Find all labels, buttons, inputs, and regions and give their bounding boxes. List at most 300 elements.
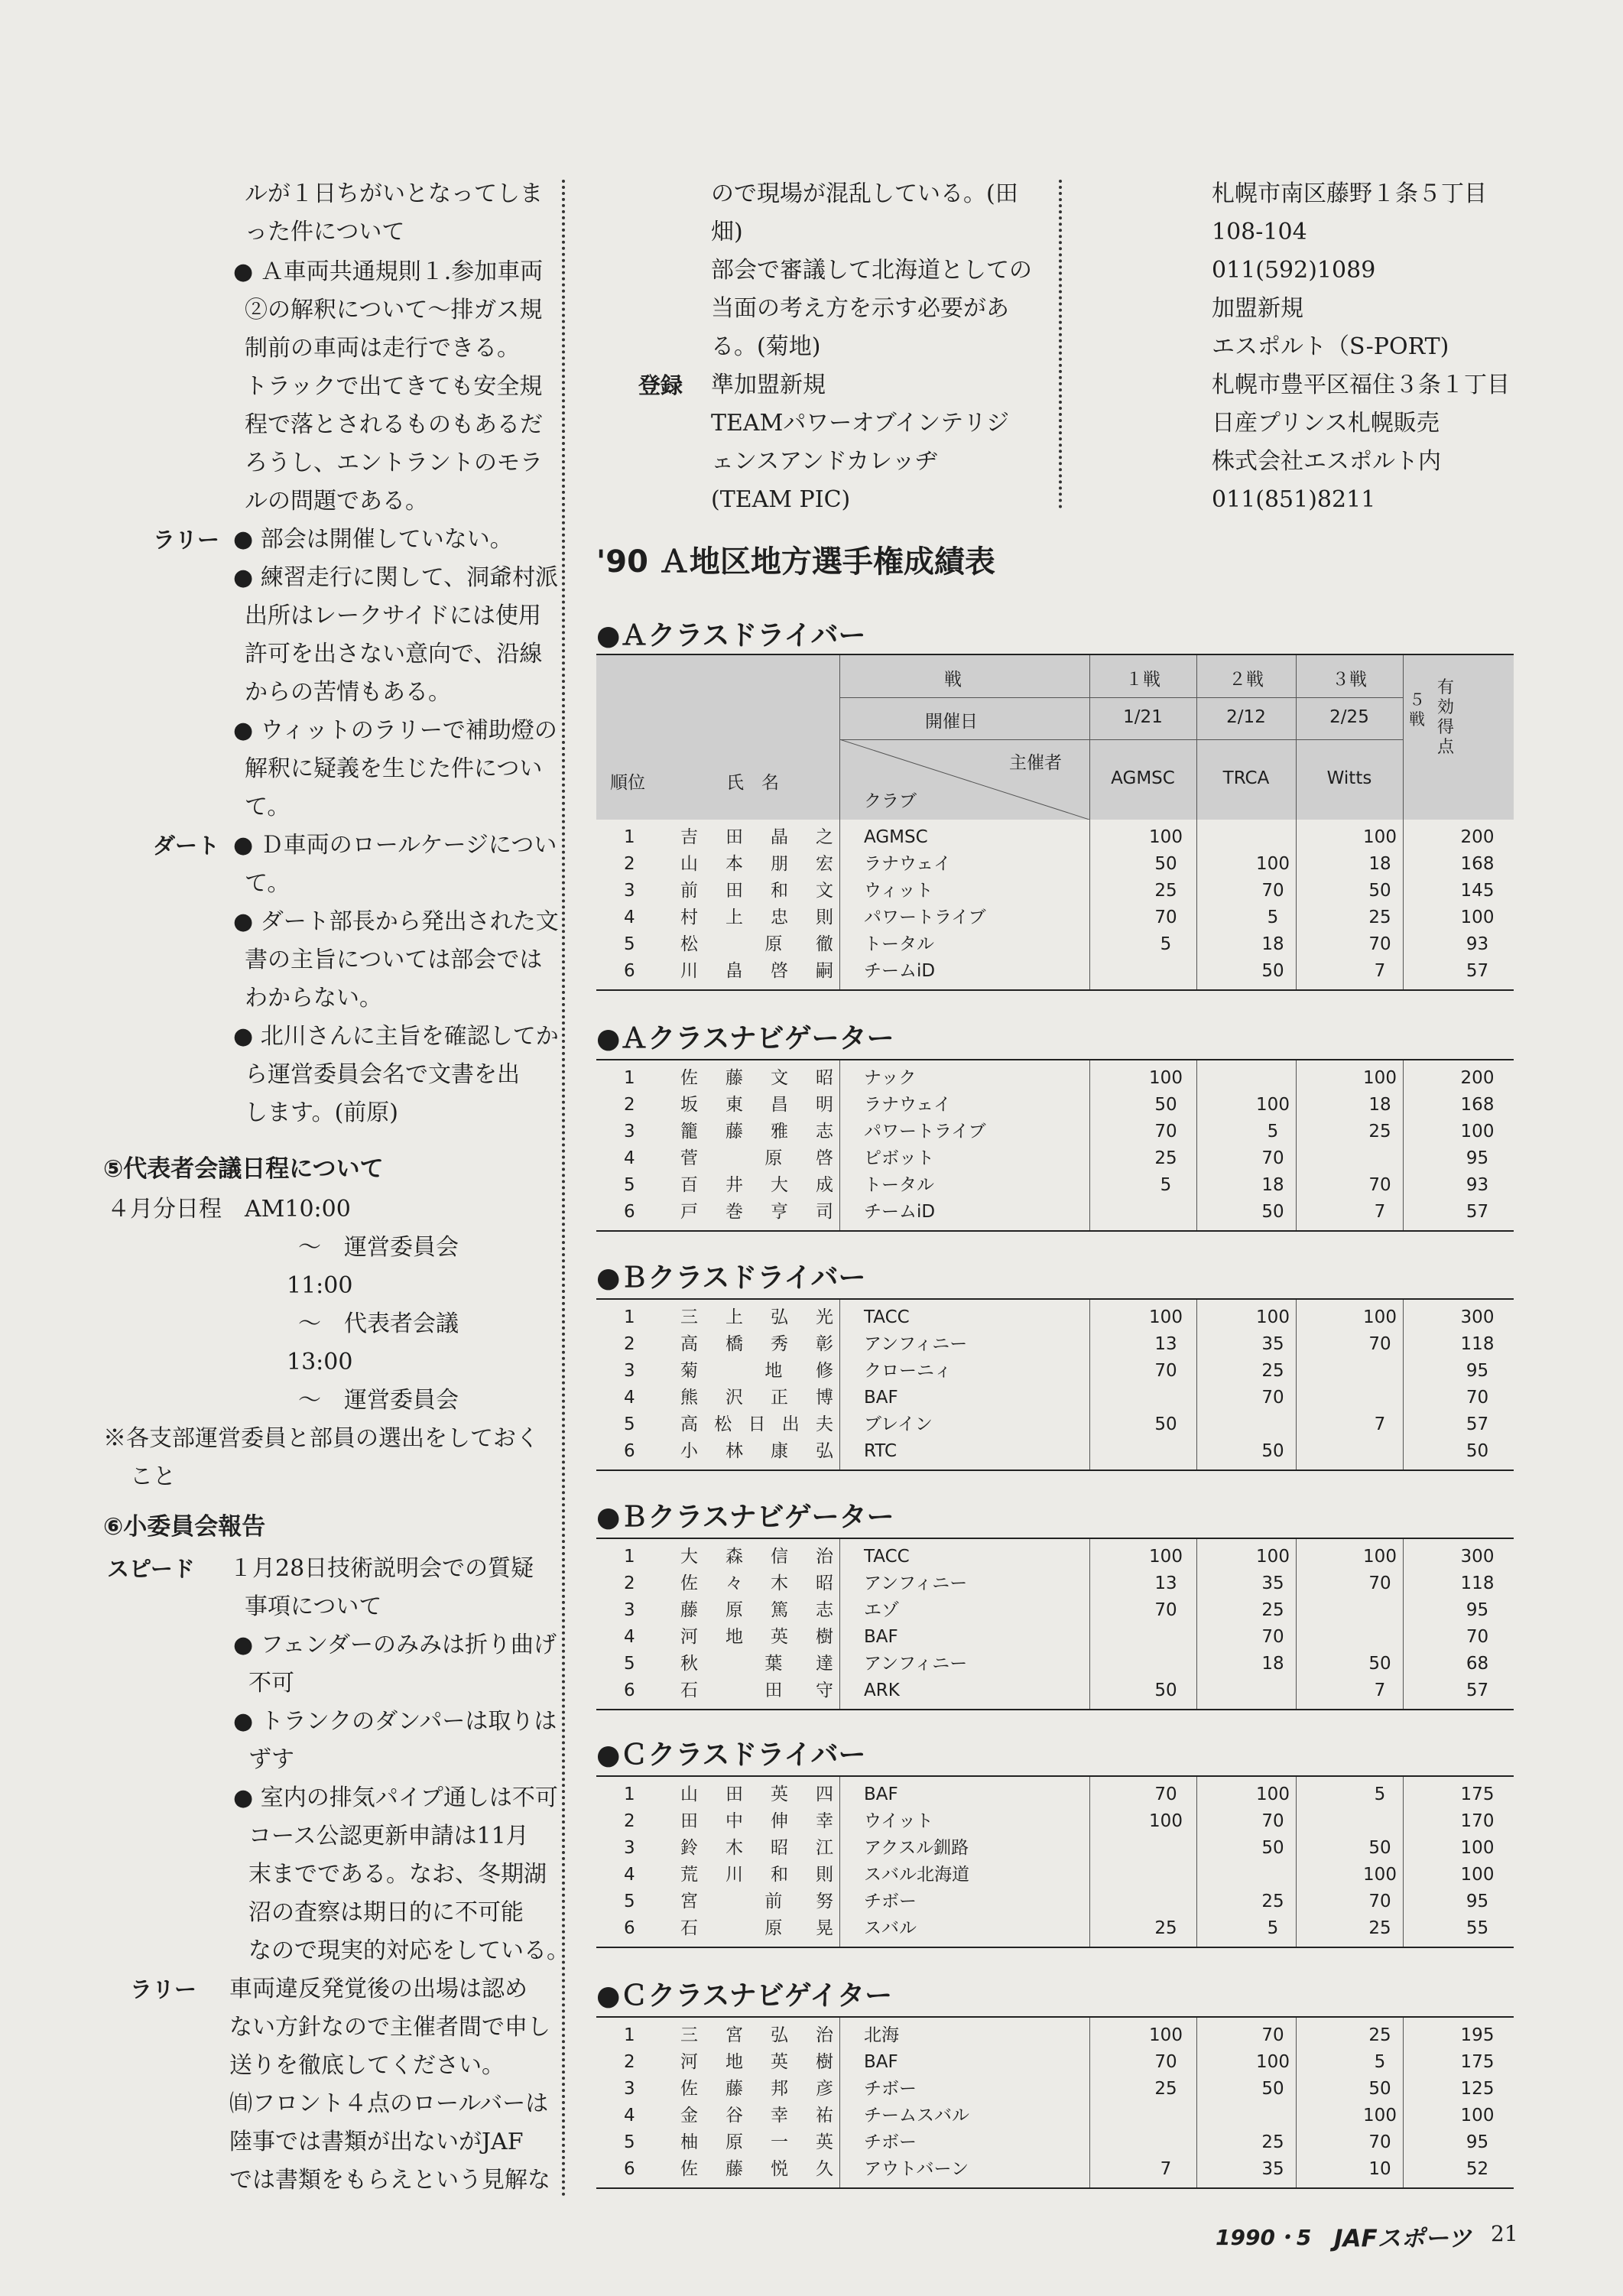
cell-club: パワートライブ	[864, 908, 986, 927]
cell-r1: 5	[1160, 1175, 1172, 1195]
cell-total: 70	[1466, 1627, 1489, 1647]
cell-r1: 7	[1160, 2159, 1172, 2179]
text-line: ● Ｄ車両のロールケージについ	[233, 832, 557, 859]
text-line: ４月分日程 AM10:00	[107, 1196, 351, 1223]
text-line: ※各支部運営委員と部員の選出をしておく	[103, 1425, 539, 1452]
cell-club: チームiD	[864, 961, 936, 981]
header-club: クラブ	[864, 791, 917, 811]
text-line: ● ダート部長から発出された文	[233, 908, 559, 935]
cell-r2: 35	[1261, 2159, 1284, 2179]
cell-rank: 2	[624, 1811, 635, 1831]
cell-r2: 100	[1256, 1095, 1290, 1115]
cell-r3: 18	[1368, 854, 1391, 874]
issue-date: 1990・5	[1216, 2225, 1312, 2250]
cell-r1: 70	[1154, 1600, 1177, 1620]
text-line: 011(851)8211	[1212, 486, 1376, 513]
cell-total: 118	[1460, 1334, 1495, 1354]
cell-r2: 5	[1267, 1918, 1279, 1938]
cell-r3: 5	[1374, 1785, 1386, 1804]
table-header	[596, 654, 1514, 820]
cell-name: 高 橋 秀 彰	[680, 1334, 833, 1354]
text-line: 108-104	[1212, 219, 1307, 245]
header-effective-points: 有効得点	[1437, 678, 1455, 757]
table-row	[596, 824, 1514, 851]
cell-r1: 50	[1154, 854, 1177, 874]
cell-total: 55	[1466, 1918, 1489, 1938]
cell-club: ラナウェイ	[864, 854, 952, 874]
table-row	[596, 878, 1514, 904]
text-line: ● 北川さんに主旨を確認してか	[233, 1023, 559, 1050]
cell-rank: 5	[624, 1175, 635, 1195]
cell-total: 100	[1460, 2106, 1495, 2126]
text-line: った件について	[245, 219, 405, 245]
results-table	[596, 1538, 1514, 1710]
text-line: ルが１日ちがいとなってしま	[245, 180, 543, 207]
table-row	[596, 1411, 1514, 1438]
cell-club: チボー	[864, 2079, 917, 2099]
table-row	[596, 851, 1514, 878]
section-title: ●Ｂクラスナビゲーター	[596, 1502, 894, 1533]
text-line: 解釈に疑義を生じた件につい	[245, 755, 543, 782]
cell-club: TACC	[864, 1547, 910, 1567]
cell-r3: 25	[1368, 1122, 1391, 1142]
text-line: 車両違反発覚後の出場は認め	[229, 1976, 527, 2002]
cell-rank: 6	[624, 1918, 635, 1938]
header-round3: ３戦	[1332, 670, 1367, 690]
text-line: て。	[245, 870, 291, 897]
cell-rank: 5	[624, 2132, 635, 2152]
cell-r2: 50	[1261, 2079, 1284, 2099]
cell-r2: 35	[1261, 1334, 1284, 1354]
cell-rank: 1	[624, 1068, 635, 1088]
cell-name: 菅 原 啓	[680, 1148, 833, 1168]
text-line: では書類をもらえという見解な	[229, 2167, 550, 2194]
cell-r1: 100	[1149, 1068, 1183, 1088]
table-row	[596, 1597, 1514, 1624]
text-line: ②の解釈について～排ガス規	[245, 297, 543, 323]
cell-name: 籠 藤 雅 志	[680, 1122, 833, 1142]
cell-r3: 70	[1368, 1573, 1391, 1593]
text-line: 許可を出さない意向で、沿線	[245, 641, 543, 667]
section-title: ●Ａクラスドライバー	[596, 620, 866, 651]
cell-name: 三 上 弘 光	[680, 1307, 833, 1327]
registration-label: 登録	[638, 372, 683, 398]
text-line: 畑)	[711, 219, 743, 245]
cell-club: スバル北海道	[864, 1865, 969, 1885]
text-line: 13:00	[287, 1349, 353, 1375]
cell-rank: 5	[624, 1654, 635, 1674]
cell-r1: 13	[1154, 1573, 1177, 1593]
table-row	[596, 2129, 1514, 2156]
header-name: 氏 名	[726, 773, 779, 793]
cell-total: 100	[1460, 908, 1495, 927]
cell-name: 大 森 信 治	[680, 1547, 833, 1567]
cell-total: 168	[1460, 1095, 1495, 1115]
cell-r3: 7	[1374, 1202, 1386, 1222]
text-line: る。(菊地)	[711, 333, 821, 360]
rally-label: ラリー	[153, 527, 220, 553]
table-row	[596, 1624, 1514, 1651]
table-row	[596, 1385, 1514, 1411]
cell-r2: 70	[1261, 1148, 1284, 1168]
cell-name: 村 上 忠 則	[680, 908, 833, 927]
cell-name: 吉 田 晶 之	[680, 827, 833, 847]
text-line: エスポルト（S-PORT)	[1212, 333, 1449, 360]
cell-total: 118	[1460, 1573, 1495, 1593]
results-title: '90 Ａ地区地方選手権成績表	[596, 544, 995, 580]
cell-rank: 1	[624, 1547, 635, 1567]
cell-r1: 100	[1149, 2025, 1183, 2045]
cell-total: 57	[1466, 1681, 1489, 1700]
text-line: (TEAM PIC)	[711, 486, 851, 513]
cell-club: チームiD	[864, 1202, 936, 1222]
header-date: 開催日	[925, 712, 978, 732]
results-table	[596, 1298, 1514, 1471]
cell-rank: 2	[624, 854, 635, 874]
section-title: ●Ａクラスナビゲーター	[596, 1023, 894, 1054]
cell-r3: 7	[1374, 1414, 1386, 1434]
cell-total: 145	[1460, 881, 1495, 901]
cell-rank: 4	[624, 908, 635, 927]
cell-r3: 7	[1374, 1681, 1386, 1700]
cell-r1: 25	[1154, 1148, 1177, 1168]
table-row	[596, 1808, 1514, 1835]
cell-total: 93	[1466, 934, 1489, 954]
cell-rank: 1	[624, 827, 635, 847]
cell-club: チボー	[864, 2132, 917, 2152]
cell-r3: 100	[1363, 1865, 1397, 1885]
cell-r3: 10	[1368, 2159, 1391, 2179]
cell-r3: 70	[1368, 934, 1391, 954]
cell-rank: 4	[624, 1865, 635, 1885]
cell-club: トータル	[864, 1175, 934, 1195]
cell-r2: 18	[1261, 1175, 1284, 1195]
cell-rank: 4	[624, 1148, 635, 1168]
cell-club: アンフィニー	[864, 1573, 968, 1593]
cell-name: 石 原 晃	[680, 1918, 833, 1938]
cell-total: 195	[1460, 2025, 1495, 2045]
cell-total: 95	[1466, 1892, 1489, 1911]
cell-rank: 2	[624, 2052, 635, 2072]
cell-r3: 100	[1363, 1068, 1397, 1088]
magazine-logo: JAFスポーツ	[1334, 2225, 1472, 2252]
cell-total: 175	[1460, 2052, 1495, 2072]
cell-r2: 18	[1261, 934, 1284, 954]
speed-label: スピード	[107, 1556, 195, 1582]
table-row	[596, 1304, 1514, 1331]
header-organizer: 主催者	[1009, 753, 1062, 773]
cell-club: アクスル釧路	[864, 1838, 969, 1858]
cell-r2: 70	[1261, 881, 1284, 901]
cell-r2: 25	[1261, 1361, 1284, 1381]
cell-club: エゾ	[864, 1600, 899, 1620]
cell-r2: 5	[1267, 908, 1279, 927]
cell-name: 宮 前 努	[680, 1892, 833, 1911]
cell-r3: 70	[1368, 1175, 1391, 1195]
text-line: ● 練習走行に関して、洞爺村派	[233, 564, 559, 591]
cell-r3: 70	[1368, 2132, 1391, 2152]
cell-r3: 100	[1363, 1307, 1397, 1327]
cell-name: 小 林 康 弘	[680, 1441, 833, 1461]
text-line: 部会で審議して北海道としての	[711, 257, 1032, 284]
cell-name: 藤 原 篤 志	[680, 1600, 833, 1620]
cell-club: アウトバーン	[864, 2159, 969, 2179]
table-row	[596, 2076, 1514, 2103]
text-line: 程で落とされるものもあるだ	[245, 411, 543, 438]
cell-r3: 18	[1368, 1095, 1391, 1115]
results-table	[596, 820, 1514, 991]
table-row	[596, 1199, 1514, 1226]
text-line: コース公認更新申請は11月	[248, 1823, 529, 1849]
text-line: 陸事では書類が出ないがJAF	[229, 2129, 524, 2155]
text-line: 〜 代表者会議	[298, 1310, 459, 1337]
cell-r1: 5	[1160, 934, 1172, 954]
text-line: ェンスアンドカレッヂ	[711, 448, 938, 475]
header-date3: 2/25	[1329, 707, 1369, 727]
cell-r3: 7	[1374, 961, 1386, 981]
cell-rank: 3	[624, 2079, 635, 2099]
cell-club: ウィット	[864, 881, 933, 901]
text-line: ● 室内の排気パイプ通しは不可	[233, 1785, 558, 1811]
cell-r2: 25	[1261, 1892, 1284, 1911]
cell-club: ラナウェイ	[864, 1095, 952, 1115]
header-rank: 順位	[610, 773, 645, 793]
cell-club: ピボット	[864, 1148, 934, 1168]
header-org2: TRCA	[1222, 768, 1270, 788]
cell-name: 佐 々 木 昭	[680, 1573, 833, 1593]
cell-r3: 70	[1368, 1892, 1391, 1911]
text-line: ずす	[248, 1746, 294, 1773]
cell-r3: 50	[1368, 1838, 1391, 1858]
cell-rank: 5	[624, 934, 635, 954]
cell-total: 170	[1460, 1811, 1495, 1831]
table-row	[596, 2049, 1514, 2076]
dirt-label: ダート	[153, 833, 220, 859]
text-line: トラックで出てきても安全規	[245, 373, 543, 400]
text-line: ● Ａ車両共通規則１.参加車両	[233, 258, 544, 285]
cell-club: BAF	[864, 2052, 898, 2072]
cell-r2: 100	[1256, 2052, 1290, 2072]
cell-name: 前 田 和 文	[680, 881, 833, 901]
text-line: からの苦情もある。	[245, 679, 451, 706]
text-line: １月28日技術説明会での質疑	[229, 1555, 534, 1582]
cell-club: アンフィニー	[864, 1334, 968, 1354]
text-line: 〜 運営委員会	[298, 1234, 459, 1261]
cell-total: 57	[1466, 961, 1489, 981]
cell-r3: 70	[1368, 1334, 1391, 1354]
cell-rank: 4	[624, 1388, 635, 1408]
cell-r1: 100	[1149, 1307, 1183, 1327]
text-line: て。	[245, 794, 291, 820]
text-line: 事項について	[245, 1593, 382, 1620]
cell-total: 200	[1460, 827, 1495, 847]
table-row	[596, 1570, 1514, 1597]
cell-club: RTC	[864, 1441, 898, 1461]
table-row	[596, 1651, 1514, 1677]
cell-rank: 2	[624, 1573, 635, 1593]
cell-r1: 70	[1154, 1785, 1177, 1804]
table-row	[596, 1145, 1514, 1172]
text-line: わからない。	[245, 985, 382, 1012]
cell-r3: 5	[1374, 2052, 1386, 2072]
header-org1: AGMSC	[1111, 768, 1175, 788]
cell-r1: 100	[1149, 1547, 1183, 1567]
cell-r1: 70	[1154, 1361, 1177, 1381]
cell-r1: 100	[1149, 827, 1183, 847]
text-line: こと	[130, 1463, 176, 1490]
text-line: 加盟新規	[1212, 295, 1303, 322]
cell-total: 175	[1460, 1785, 1495, 1804]
text-line: 末までである。なお、冬期湖	[248, 1861, 547, 1888]
cell-r3: 50	[1368, 1654, 1391, 1674]
table-row	[596, 904, 1514, 931]
cell-rank: 1	[624, 2025, 635, 2045]
cell-name: 熊 沢 正 博	[680, 1388, 833, 1408]
cell-r1: 50	[1154, 1095, 1177, 1115]
cell-r2: 70	[1261, 1627, 1284, 1647]
cell-rank: 1	[624, 1307, 635, 1327]
text-line: 準加盟新規	[711, 372, 826, 398]
cell-r1: 70	[1154, 908, 1177, 927]
cell-total: 300	[1460, 1307, 1495, 1327]
text-line: 011(592)1089	[1212, 257, 1376, 284]
cell-total: 57	[1466, 1414, 1489, 1434]
cell-total: 70	[1466, 1388, 1489, 1408]
table-row	[596, 1358, 1514, 1385]
text-line: 日産プリンス札幌販売	[1212, 410, 1440, 437]
cell-club: ブレイン	[864, 1414, 933, 1434]
cell-name: 山 田 英 四	[680, 1785, 833, 1804]
text-line: ろうし、エントラントのモラ	[245, 450, 543, 476]
cell-name: 佐 藤 悦 久	[680, 2159, 833, 2179]
cell-r2: 100	[1256, 1307, 1290, 1327]
cell-total: 95	[1466, 1148, 1489, 1168]
cell-club: ナック	[864, 1068, 917, 1088]
text-line: ので現場が混乱している。(田	[711, 180, 1018, 207]
cell-name: 川 畠 啓 嗣	[680, 961, 833, 981]
cell-total: 95	[1466, 1361, 1489, 1381]
cell-r1: 50	[1154, 1414, 1177, 1434]
header-round1: １戦	[1125, 670, 1160, 690]
cell-rank: 3	[624, 1122, 635, 1142]
table-row	[596, 1888, 1514, 1915]
column-divider	[562, 180, 565, 2198]
text-line: 沼の査察は期日的に不可能	[248, 1899, 524, 1926]
section-title: ●Ｂクラスドライバー	[596, 1262, 866, 1294]
cell-name: 佐 藤 邦 彦	[680, 2079, 833, 2099]
cell-rank: 3	[624, 1361, 635, 1381]
cell-r2: 100	[1256, 1547, 1290, 1567]
cell-r2: 100	[1256, 1785, 1290, 1804]
table-row	[596, 1915, 1514, 1942]
cell-r3: 100	[1363, 2106, 1397, 2126]
rally-label: ラリー	[130, 1976, 197, 2002]
table-row	[596, 1862, 1514, 1888]
cell-r2: 50	[1261, 1838, 1284, 1858]
cell-name: 佐 藤 文 昭	[680, 1068, 833, 1088]
cell-r2: 100	[1256, 854, 1290, 874]
text-line: 札幌市南区藤野１条５丁目	[1212, 180, 1487, 207]
text-line: なので現実的対応をしている。	[248, 1937, 570, 1964]
cell-r1: 25	[1154, 881, 1177, 901]
section-title: ●Ｃクラスナビゲイター	[596, 1980, 893, 2012]
text-line: 不可	[248, 1670, 294, 1697]
cell-r2: 50	[1261, 961, 1284, 981]
results-table	[596, 2016, 1514, 2189]
cell-rank: 3	[624, 1600, 635, 1620]
cell-total: 57	[1466, 1202, 1489, 1222]
header-round2: ２戦	[1229, 670, 1264, 690]
cell-club: AGMSC	[864, 827, 928, 847]
cell-r2: 50	[1261, 1202, 1284, 1222]
cell-rank: 6	[624, 1681, 635, 1700]
cell-total: 300	[1460, 1547, 1495, 1567]
text-line: ● トランクのダンパーは取りは	[233, 1708, 557, 1735]
cell-club: TACC	[864, 1307, 910, 1327]
cell-club: アンフィニー	[864, 1654, 968, 1674]
cell-club: BAF	[864, 1627, 898, 1647]
header-date1: 1/21	[1123, 707, 1163, 727]
cell-name: 三 宮 弘 治	[680, 2025, 833, 2045]
cell-r3: 25	[1368, 2025, 1391, 2045]
table-row	[596, 1119, 1514, 1145]
cell-name: 百 井 大 成	[680, 1175, 833, 1195]
cell-r3: 50	[1368, 2079, 1391, 2099]
cell-total: 95	[1466, 1600, 1489, 1620]
cell-r2: 70	[1261, 1388, 1284, 1408]
cell-club: チームスバル	[864, 2106, 969, 2126]
table-row	[596, 1544, 1514, 1570]
cell-total: 68	[1466, 1654, 1489, 1674]
table-row	[596, 1065, 1514, 1092]
text-line: 当面の考え方を示す必要があ	[711, 295, 1009, 322]
cell-name: 松 原 徹	[680, 934, 833, 954]
cell-r1: 100	[1149, 1811, 1183, 1831]
cell-total: 100	[1460, 1122, 1495, 1142]
cell-name: 金 谷 幸 祐	[680, 2106, 833, 2126]
table-row	[596, 2022, 1514, 2049]
cell-name: 田 中 伸 幸	[680, 1811, 833, 1831]
cell-r3: 25	[1368, 908, 1391, 927]
cell-r2: 70	[1261, 2025, 1284, 2045]
cell-name: 鈴 木 昭 江	[680, 1838, 833, 1858]
section-heading: ⑥小委員会報告	[103, 1513, 266, 1541]
cell-total: 95	[1466, 2132, 1489, 2152]
cell-club: 北海	[864, 2025, 899, 2045]
cell-club: BAF	[864, 1388, 898, 1408]
cell-rank: 6	[624, 961, 635, 981]
cell-club: BAF	[864, 1785, 898, 1804]
text-line: 11:00	[287, 1272, 353, 1299]
cell-rank: 4	[624, 2106, 635, 2126]
cell-name: 戸 巻 亨 司	[680, 1202, 833, 1222]
cell-club: トータル	[864, 934, 934, 954]
cell-total: 50	[1466, 1441, 1489, 1461]
table-row	[596, 1331, 1514, 1358]
cell-rank: 5	[624, 1414, 635, 1434]
cell-r2: 35	[1261, 1573, 1284, 1593]
results-table	[596, 1059, 1514, 1232]
cell-total: 100	[1460, 1838, 1495, 1858]
results-table	[596, 1775, 1514, 1948]
text-line: TEAMパワーオブインテリジ	[711, 410, 1010, 437]
header-date2: 2/12	[1226, 707, 1266, 727]
cell-name: 柚 原 一 英	[680, 2132, 833, 2152]
cell-rank: 5	[624, 1892, 635, 1911]
section-heading: ⑤代表者会議日程について	[103, 1155, 384, 1183]
table-row	[596, 958, 1514, 985]
cell-r2: 50	[1261, 1441, 1284, 1461]
